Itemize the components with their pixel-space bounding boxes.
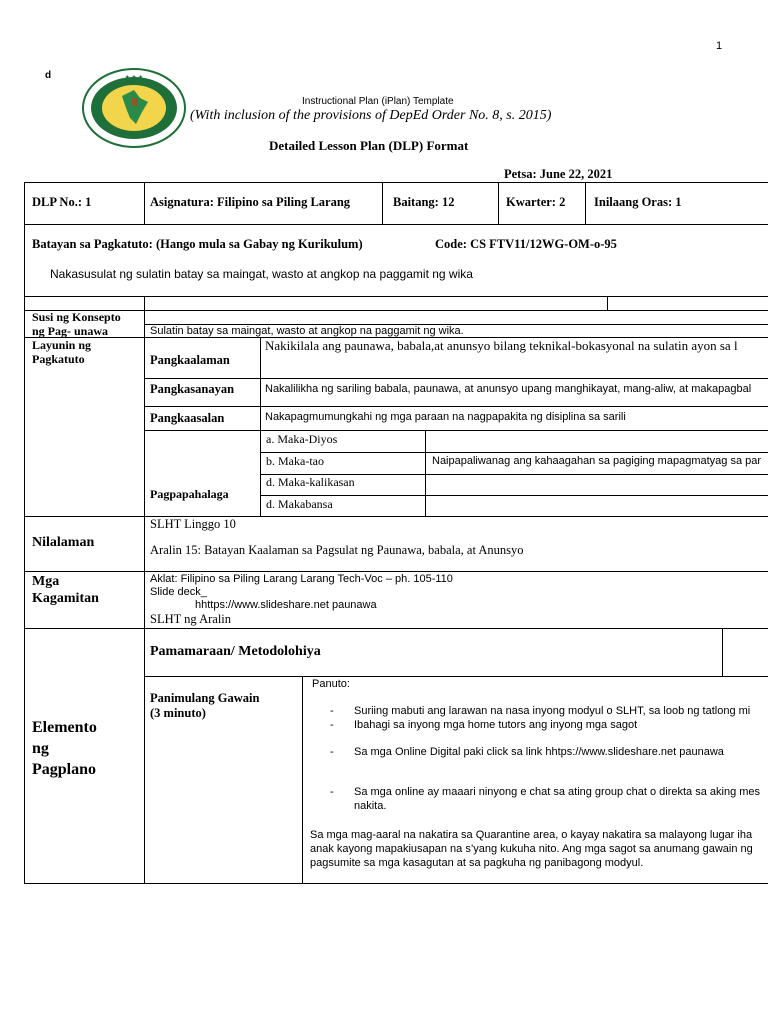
pagpapahalaga-label: Pagpapahalaga — [150, 487, 229, 501]
bullet-item: Suriing mabuti ang larawan na nasa inyong modyul o SLHT, sa loob ng tatlong mi — [354, 705, 751, 717]
batayan-label: Batayan sa Pagkatuto: (Hango mula sa Gabay ng Kurikulum) — [32, 237, 363, 251]
kagamitan-label-2: Kagamitan — [32, 591, 99, 606]
pangkaasalan-label: Pangkaasalan — [150, 411, 225, 425]
nilalaman-label: Nilalaman — [32, 535, 95, 550]
nilalaman-line-2: Aralin 15: Batayan Kaalaman sa Pagsulat ng Paunawa, babala, at Anunsyo — [150, 543, 524, 557]
pangkasanayan-label: Pangkasanayan — [150, 382, 235, 396]
kagamitan-slht: SLHT ng Aralin — [150, 612, 232, 626]
panimula-label-1: Panimulang Gawain — [150, 691, 260, 705]
elemento-label-3: Pagplano — [32, 761, 97, 778]
bullet-item: Sa mga online ay maaari ninyong e chat sa ating group chat o direkta sa aking mes — [354, 786, 761, 798]
panuto-label: Panuto: — [312, 678, 350, 690]
provisions-note: (With inclusion of the provisions of DepEd Order No. 8, s. 2015) — [190, 108, 552, 123]
paragraph-line: anak kayong mapakiusapan na s’yang kukuha nito. Ang mga sagot sa anumang gawain ng — [310, 843, 753, 855]
susi-label-2: ng Pag- unawa — [32, 324, 109, 338]
value-maka-diyos: a. Maka-Diyos — [266, 432, 338, 446]
svg-text:✦ ✦ ✦: ✦ ✦ ✦ — [124, 75, 144, 81]
corner-mark: d — [45, 70, 52, 81]
kagamitan-label-1: Mga — [32, 574, 60, 589]
susi-label-1: Susi ng Konsepto — [32, 310, 121, 324]
bullet-item: Ibahagi sa inyong mga home tutors ang inyong mga sagot — [354, 719, 638, 731]
kagamitan-book: Aklat: Filipino sa Piling Larang Larang Tech-Voc – ph. 105-110 — [150, 573, 453, 585]
page-number: 1 — [716, 40, 723, 52]
format-title: Detailed Lesson Plan (DLP) Format — [269, 138, 469, 153]
pamamaraan-heading: Pamamaraan/ Metodolohiya — [150, 644, 321, 659]
petsa-date: Petsa: June 22, 2021 — [504, 167, 613, 181]
panimula-label-2: (3 minuto) — [150, 706, 206, 720]
pangkaalaman-label: Pangkaalaman — [150, 353, 230, 367]
pangkaalaman-text: Nakikilala ang paunawa, babala,at anunsyo bilang teknikal-bokasyonal na sulatin ayon sa l — [265, 338, 738, 353]
kwarter: Kwarter: 2 — [506, 195, 566, 209]
elemento-label-1: Elemento — [32, 719, 97, 736]
template-title: Instructional Plan (iPlan) Template — [302, 96, 454, 107]
bullet-item: Sa mga Online Digital paki click sa link hhtps://www.slideshare.net paunawa — [354, 746, 724, 758]
pangkasanayan-text: Nakalilikha ng sariling babala, paunawa, at anunsyo upang manghikayat, mang-aliw, at makapagbal — [265, 383, 752, 395]
kagamitan-link: hhttps://www.slideshare.net paunawa — [195, 599, 377, 611]
layunin-label-1: Layunin ng — [32, 338, 92, 352]
value-maka-kalikasan: d. Maka-kalikasan — [266, 475, 355, 489]
asignatura: Asignatura: Filipino sa Piling Larang — [150, 195, 351, 209]
competency-statement: Nakasusulat ng sulatin batay sa maingat, wasto at angkop na paggamit ng wika — [50, 267, 473, 281]
value-maka-tao: b. Maka-tao — [266, 454, 324, 468]
dlp-number: DLP No.: 1 — [32, 195, 92, 209]
bullet-dash: - — [330, 705, 334, 717]
value-makabansa: d. Makabansa — [266, 497, 333, 511]
bullet-dash: - — [330, 786, 334, 798]
paragraph-line: Sa mga mag-aaral na nakatira sa Quarantine area, o kayay nakatira sa malayong lugar iha — [310, 829, 753, 841]
susi-text: Sulatin batay sa maingat, wasto at angkop na paggamit ng wika. — [150, 325, 464, 337]
nilalaman-line-1: SLHT Linggo 10 — [150, 517, 236, 531]
elemento-label-2: ng — [32, 740, 49, 757]
pangkaasalan-text: Nakapagmumungkahi ng mga paraan na nagpapakita ng disiplina sa sarili — [265, 411, 626, 423]
value-maka-tao-text: Naipapaliwanag ang kahaagahan sa pagiging mapagmatyag sa par — [432, 455, 762, 467]
layunin-label-2: Pagkatuto — [32, 352, 85, 366]
paragraph-line: pagsumite sa mga kasagutan at sa pagkuha ng panibagong modyul. — [310, 857, 644, 869]
bullet-dash: - — [330, 719, 334, 731]
baitang: Baitang: 12 — [393, 195, 455, 209]
bullet-dash: - — [330, 746, 334, 758]
kagamitan-slide-deck: Slide deck_ — [150, 586, 207, 598]
competency-code: Code: CS FTV11/12WG-OM-o-95 — [435, 237, 617, 251]
department-of-education-seal — [82, 68, 186, 148]
inilaang-oras: Inilaang Oras: 1 — [594, 195, 682, 209]
bullet-item-continued: nakita. — [354, 800, 387, 812]
